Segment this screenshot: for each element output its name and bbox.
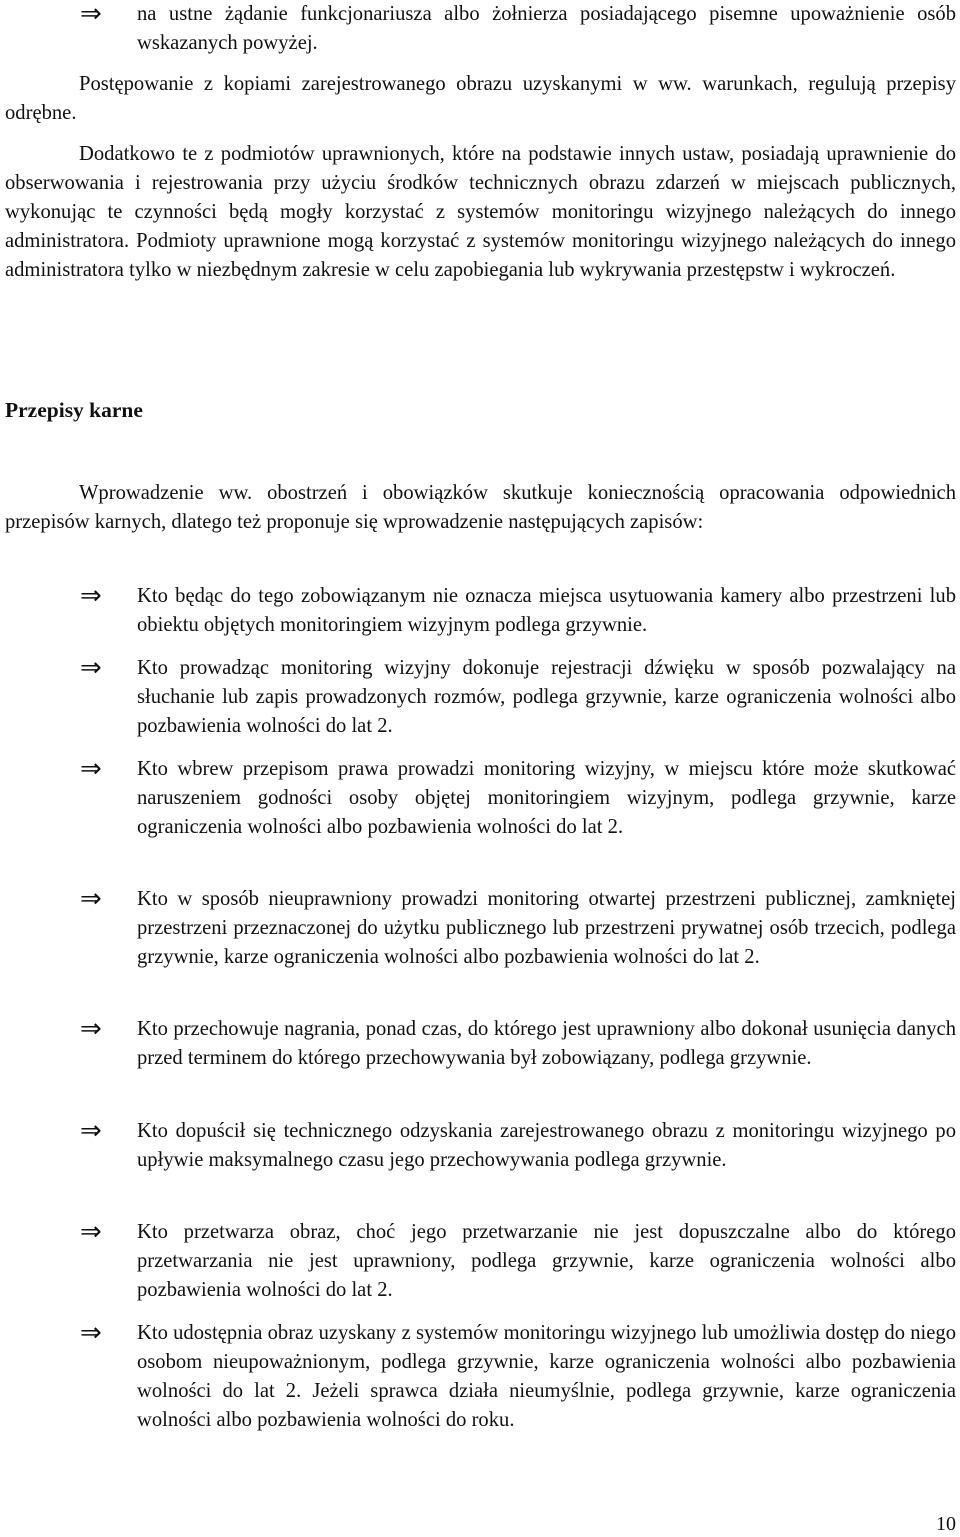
paragraph-copies: Postępowanie z kopiami zarejestrowanego obrazu uzyskanymi w ww. warunkach, regulują przepisy odrębne.: [5, 73, 956, 124]
list-item-text: Kto udostępnia obraz uzyskany z systemów monitoringu wizyjnego lub umożliwia dostęp do niego osobom nieupoważnionym, podlega grzywnie, karze ograniczenia wolności albo pozbawienia wolności do lat 2. Jeżeli sprawca działa nieumyślnie, podlega grzywnie, karze ograniczenia wolności albo pozbawienia wolności do roku.: [137, 1322, 956, 1431]
list-item-text: Kto wbrew przepisom prawa prowadzi monitoring wizyjny, w miejscu które może skutkować naruszeniem godności osoby objętej monitoringiem wizyjnym, podlega grzywnie, karze ograniczenia wolności albo pozbawienia wolności do lat 2.: [137, 758, 956, 838]
double-arrow-icon: ⇒: [80, 1217, 102, 1247]
list-item-text: Kto prowadząc monitoring wizyjny dokonuje rejestracji dźwięku w sposób pozwalający na słuchanie lub zapis prowadzonych rozmów, podlega grzywnie, karze ograniczenia wolności albo pozbawienia wolności do lat 2.: [137, 657, 956, 737]
section-heading: Przepisy karne: [5, 398, 143, 422]
double-arrow-icon: ⇒: [80, 1318, 102, 1348]
list-item-text: Kto przetwarza obraz, choć jego przetwarzanie nie jest dopuszczalne albo do którego przetwarzania nie jest uprawniony, podlega grzywnie, karze ograniczenia wolności albo pozbawienia wolności do lat 2.: [137, 1221, 956, 1301]
double-arrow-icon: ⇒: [80, 884, 102, 914]
double-arrow-icon: ⇒: [80, 1116, 102, 1146]
list-item-text: Kto dopuścił się technicznego odzyskania zarejestrowanego obrazu z monitoringu wizyjnego po upływie maksymalnego czasu jego przechowywania podlega grzywnie.: [137, 1120, 956, 1171]
list-item-text: Kto będąc do tego zobowiązanym nie oznacza miejsca usytuowania kamery albo przestrzeni lub obiektu objętych monitoringiem wizyjnym podlega grzywnie.: [137, 585, 956, 636]
page-number: 10: [936, 1513, 956, 1535]
list-item-text: na ustne żądanie funkcjonariusza albo żołnierza posiadającego pisemne upoważnienie osób wskazanych powyżej.: [137, 3, 956, 54]
double-arrow-icon: ⇒: [80, 581, 102, 611]
list-item-text: Kto w sposób nieuprawniony prowadzi monitoring otwartej przestrzeni publicznej, zamkniętej przestrzeni przeznaczonej do użytku publicznego lub przestrzeni prywatnej osób trzecich, podlega grzywnie, karze ograniczenia wolności albo pozbawienia wolności do lat 2.: [137, 888, 956, 968]
list-item-text: Kto przechowuje nagrania, ponad czas, do którego jest uprawniony albo dokonał usunięcia danych przed terminem do którego przechowywania był zobowiązany, podlega grzywnie.: [137, 1018, 956, 1069]
double-arrow-icon: ⇒: [80, 0, 102, 29]
double-arrow-icon: ⇒: [80, 1014, 102, 1044]
paragraph-additional: Dodatkowo te z podmiotów uprawnionych, które na podstawie innych ustaw, posiadają uprawnienie do obserwowania i rejestrowania przy użyciu środków technicznych obrazu zdarzeń w miejscach publicznych, wykonując te czynności będą mogły korzystać z systemów monitoringu wizyjnego należących do innego administratora. Podmioty uprawnione mogą korzystać z systemów monitoringu wizyjnego należących do innego administratora tylko w niezbędnym zakresie w celu zapobiegania lub wykrywania przestępstw i wykroczeń.: [5, 143, 956, 281]
paragraph-intro: Wprowadzenie ww. obostrzeń i obowiązków skutkuje koniecznością opracowania odpowiednich przepisów karnych, dlatego też proponuje się wprowadzenie następujących zapisów:: [5, 482, 956, 533]
double-arrow-icon: ⇒: [80, 653, 102, 683]
double-arrow-icon: ⇒: [80, 754, 102, 784]
